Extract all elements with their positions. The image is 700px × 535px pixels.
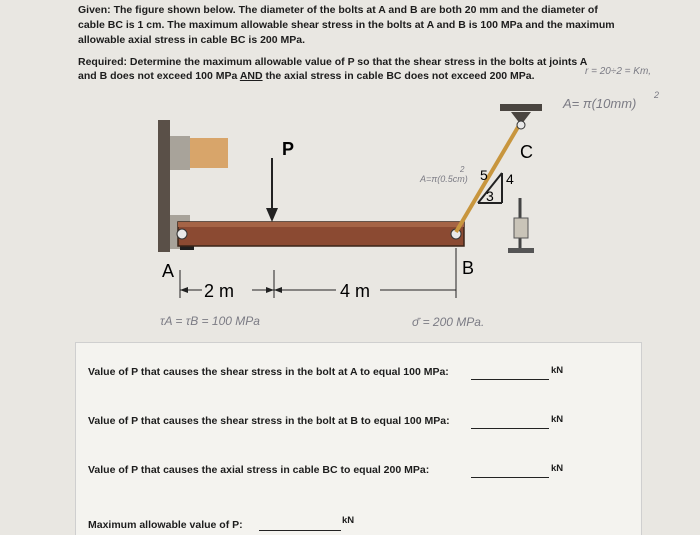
side-bracket [508,198,534,253]
handwritten-area-exp: 2 [654,90,660,100]
handwritten-area: A= π(10mm) [563,96,637,111]
given-text: Given: The figure shown below. The diameter of the bolts at A and B are both 20 mm and the diameter of cable BC is 1 cm. The maximum allowable shear stress in the bolts at A and B is 100 MPa and the maximum allowable axial stress in cable BC is 200 MPa. [78,4,615,46]
handwritten-cable-area: A=π(0.5cm) [420,174,468,184]
load-label-p: P [282,139,295,159]
dimension-right-label: 4 m [340,281,371,301]
answer-unit-b: kN [551,414,564,425]
slope-label-4: 4 [506,171,514,187]
handwritten-radius: r = 20÷2 = Km, [585,66,652,77]
handwritten-bolt-stress: τA = τB = 100 MPa [160,314,260,328]
answer-unit-max: kN [342,515,355,526]
dimension-left-label: 2 m [204,281,235,301]
handwritten-cable-stress: σ̄ = 200 MPa. [412,315,485,329]
answer-label-b: Value of P that causes the shear stress in the bolt at B to equal 100 MPa: [88,415,450,427]
joint-label-b: B [462,258,475,278]
answer-input-a[interactable] [471,378,549,380]
answer-label-cable: Value of P that causes the axial stress in cable BC to equal 200 MPa: [88,464,430,476]
answer-box [75,342,642,535]
answer-label-a: Value of P that causes the shear stress in the bolt at A to equal 100 MPa: [88,366,449,378]
slope-label-5: 5 [480,167,488,183]
answer-unit-a: kN [551,365,564,376]
slope-label-3: 3 [486,188,494,204]
answer-label-max: Maximum allowable value of P: [88,519,243,531]
answer-input-max[interactable] [259,529,341,531]
top-support-c [500,104,542,129]
answer-unit-cable: kN [551,463,564,474]
handwritten-cable-area-exp: 2 [460,165,465,174]
required-prefix: Required: Determine the maximum allowable value of P so that the shear stress in the bolts at joints A and B does not exceed 100 MPa [78,56,587,82]
required-suffix: the axial stress in cable BC does not exceed 200 MPa. [262,70,535,82]
load-arrow [266,158,278,222]
required-and: AND [239,70,263,82]
answer-input-b[interactable] [471,427,549,429]
joint-label-a: A [162,261,175,281]
beam [177,222,464,246]
answer-input-cable[interactable] [471,476,549,478]
joint-label-c: C [520,142,533,162]
